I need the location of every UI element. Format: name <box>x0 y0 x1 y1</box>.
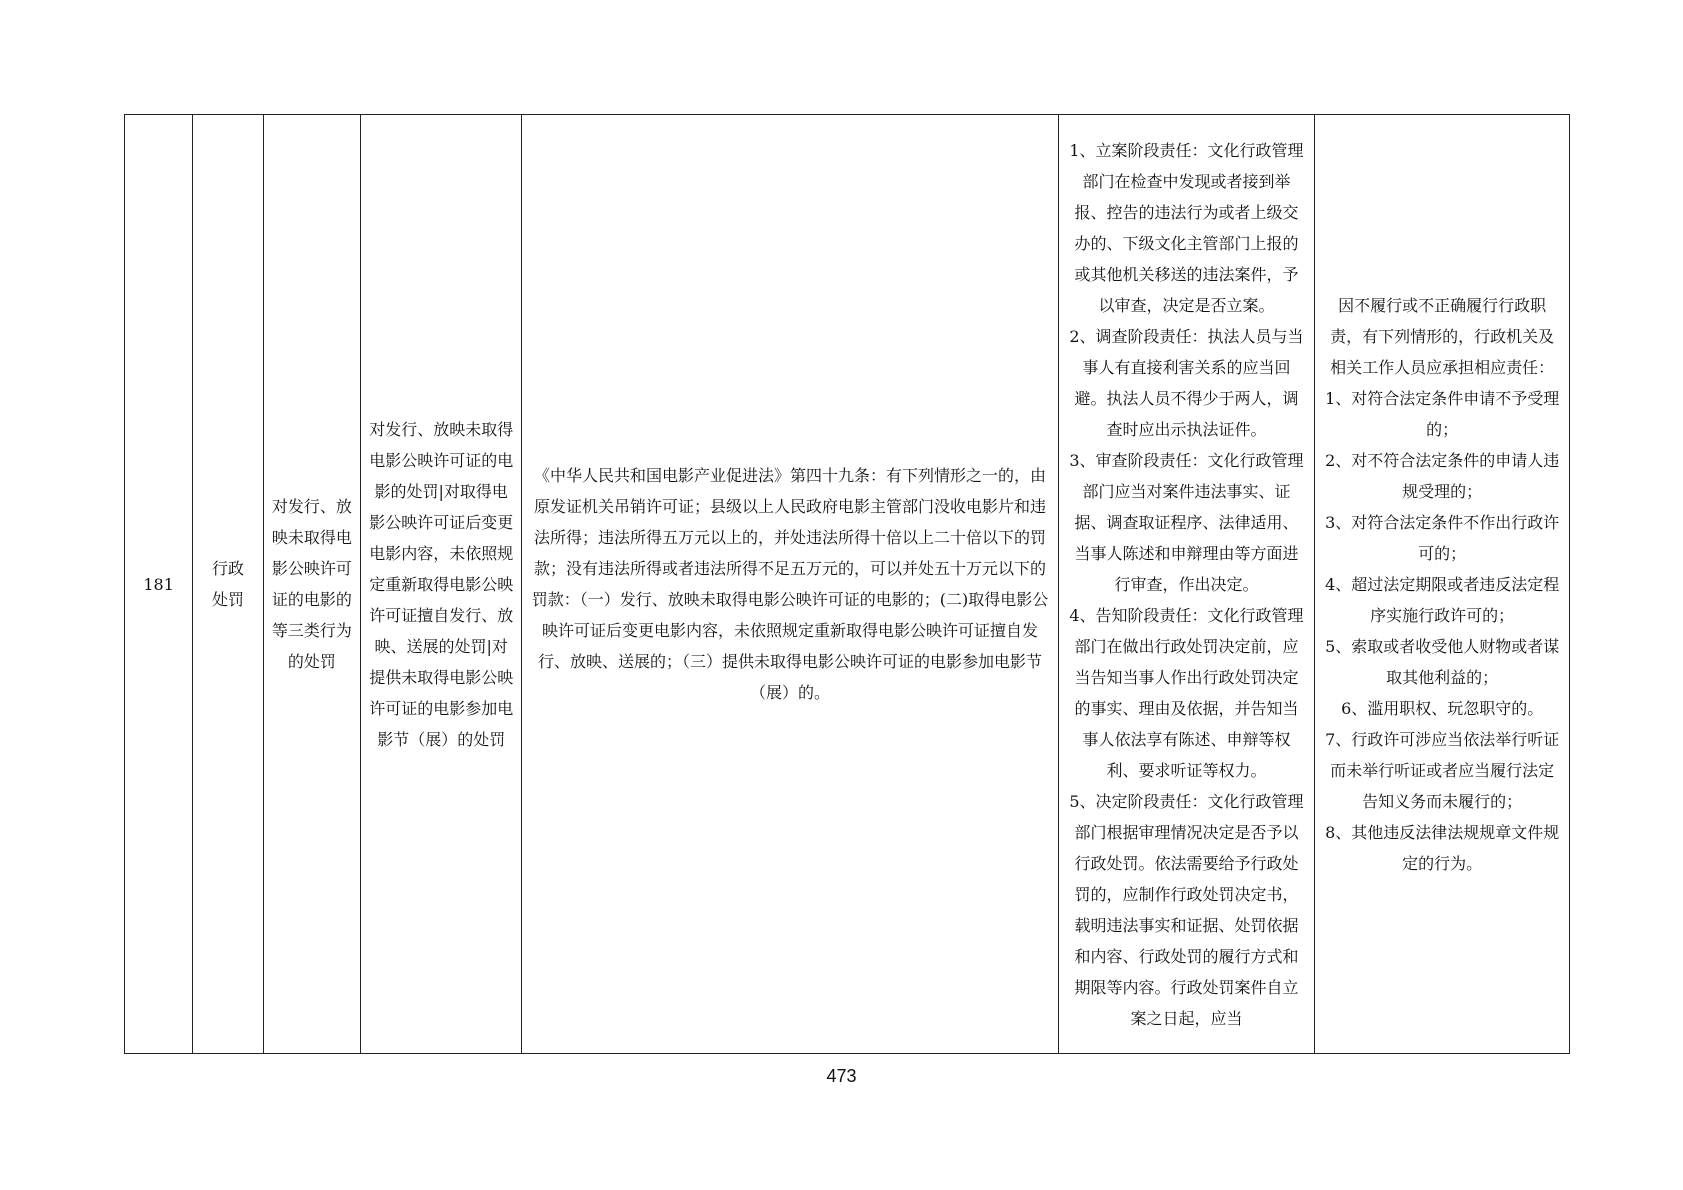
category-text: 行政处罚 <box>211 559 244 609</box>
row-responsibilities <box>1058 115 1315 1054</box>
row-category <box>193 115 263 1054</box>
accountability-item: 4、超过法定期限或者违反法定程序实施行政许可的； <box>1325 574 1560 625</box>
row-item-name: 对发行、放映未取得电影公映许可证的电影的等三类行为的处罚 <box>263 115 360 1054</box>
accountability-item: 3、对符合法定条件不作出行政许可的； <box>1325 512 1560 563</box>
accountability-item: 7、行政许可涉应当依法举行听证而未举行听证或者应当履行法定告知义务而未履行的； <box>1325 729 1560 811</box>
row-legal-basis: 《中华人民共和国电影产业促进法》第四十九条：有下列情形之一的，由原发证机关吊销许可证；县级以上人民政府电影主管部门没收电影片和违法所得；违法所得五万元以上的，并处违法所得十倍以上二十倍以下的罚款；没有违法所得或者违法所得不足五万元的，可以并处五十万元以下的罚款：（一）发行、放映未取得电影公映许可证的电影的；(二)取得电影公映许可证后变更电影内容，未依照规定重新取得电影公映许可证擅自发行、放映、送展的；（三）提供未取得电影公映许可证的电影参加电影节（展）的。 <box>522 115 1058 1054</box>
responsibility-item: 4、告知阶段责任：文化行政管理部门在做出行政处罚决定前，应当告知当事人作出行政处罚决定的事实、理由及依据，并告知当事人依法享有陈述、申辩等权利、要求听证等权力。 <box>1069 605 1304 780</box>
responsibility-item: 2、调查阶段责任：执法人员与当事人有直接利害关系的应当回避。执法人员不得少于两人，调查时应出示执法证件。 <box>1069 326 1304 439</box>
accountability-item: 6、滥用职权、玩忽职守的。 <box>1341 698 1544 718</box>
row-accountability <box>1315 115 1570 1054</box>
accountability-item: 5、索取或者收受他人财物或者谋取其他利益的； <box>1325 636 1560 687</box>
page-number: 473 <box>826 1066 857 1086</box>
accountability-item: 1、对符合法定条件申请不予受理的； <box>1325 388 1560 439</box>
row-sub-items: 对发行、放映未取得电影公映许可证的电影的处罚|对取得电影公映许可证后变更电影内容，未依照规定重新取得电影公映许可证擅自发行、放映、送展的处罚|对提供未取得电影公映许可证的电影参加电影节（展）的处罚 <box>360 115 521 1054</box>
table-row <box>125 115 1570 1054</box>
row-number: 181 <box>125 115 193 1054</box>
responsibility-table <box>124 114 1570 1054</box>
accountability-item: 2、对不符合法定条件的申请人违规受理的； <box>1325 450 1560 501</box>
responsibility-item: 3、审查阶段责任：文化行政管理部门应当对案件违法事实、证据、调查取证程序、法律适用、当事人陈述和申辩理由等方面进行审查，作出决定。 <box>1069 450 1304 594</box>
accountability-intro: 因不履行或不正确履行行政职责，有下列情形的，行政机关及相关工作人员应承担相应责任： <box>1330 295 1555 377</box>
accountability-item: 8、其他违反法律法规规章文件规定的行为。 <box>1325 822 1560 873</box>
responsibility-item: 1、立案阶段责任：文化行政管理部门在检查中发现或者接到举报、控告的违法行为或者上级交办的、下级文化主管部门上报的或其他机关移送的违法案件，予以审查，决定是否立案。 <box>1069 140 1304 315</box>
responsibility-item: 5、决定阶段责任：文化行政管理部门根据审理情况决定是否予以行政处罚。依法需要给予行政处罚的，应制作行政处罚决定书，载明违法事实和证据、处罚依据和内容、行政处罚的履行方式和期限等内容。行政处罚案件自立案之日起，应当 <box>1069 791 1304 1028</box>
